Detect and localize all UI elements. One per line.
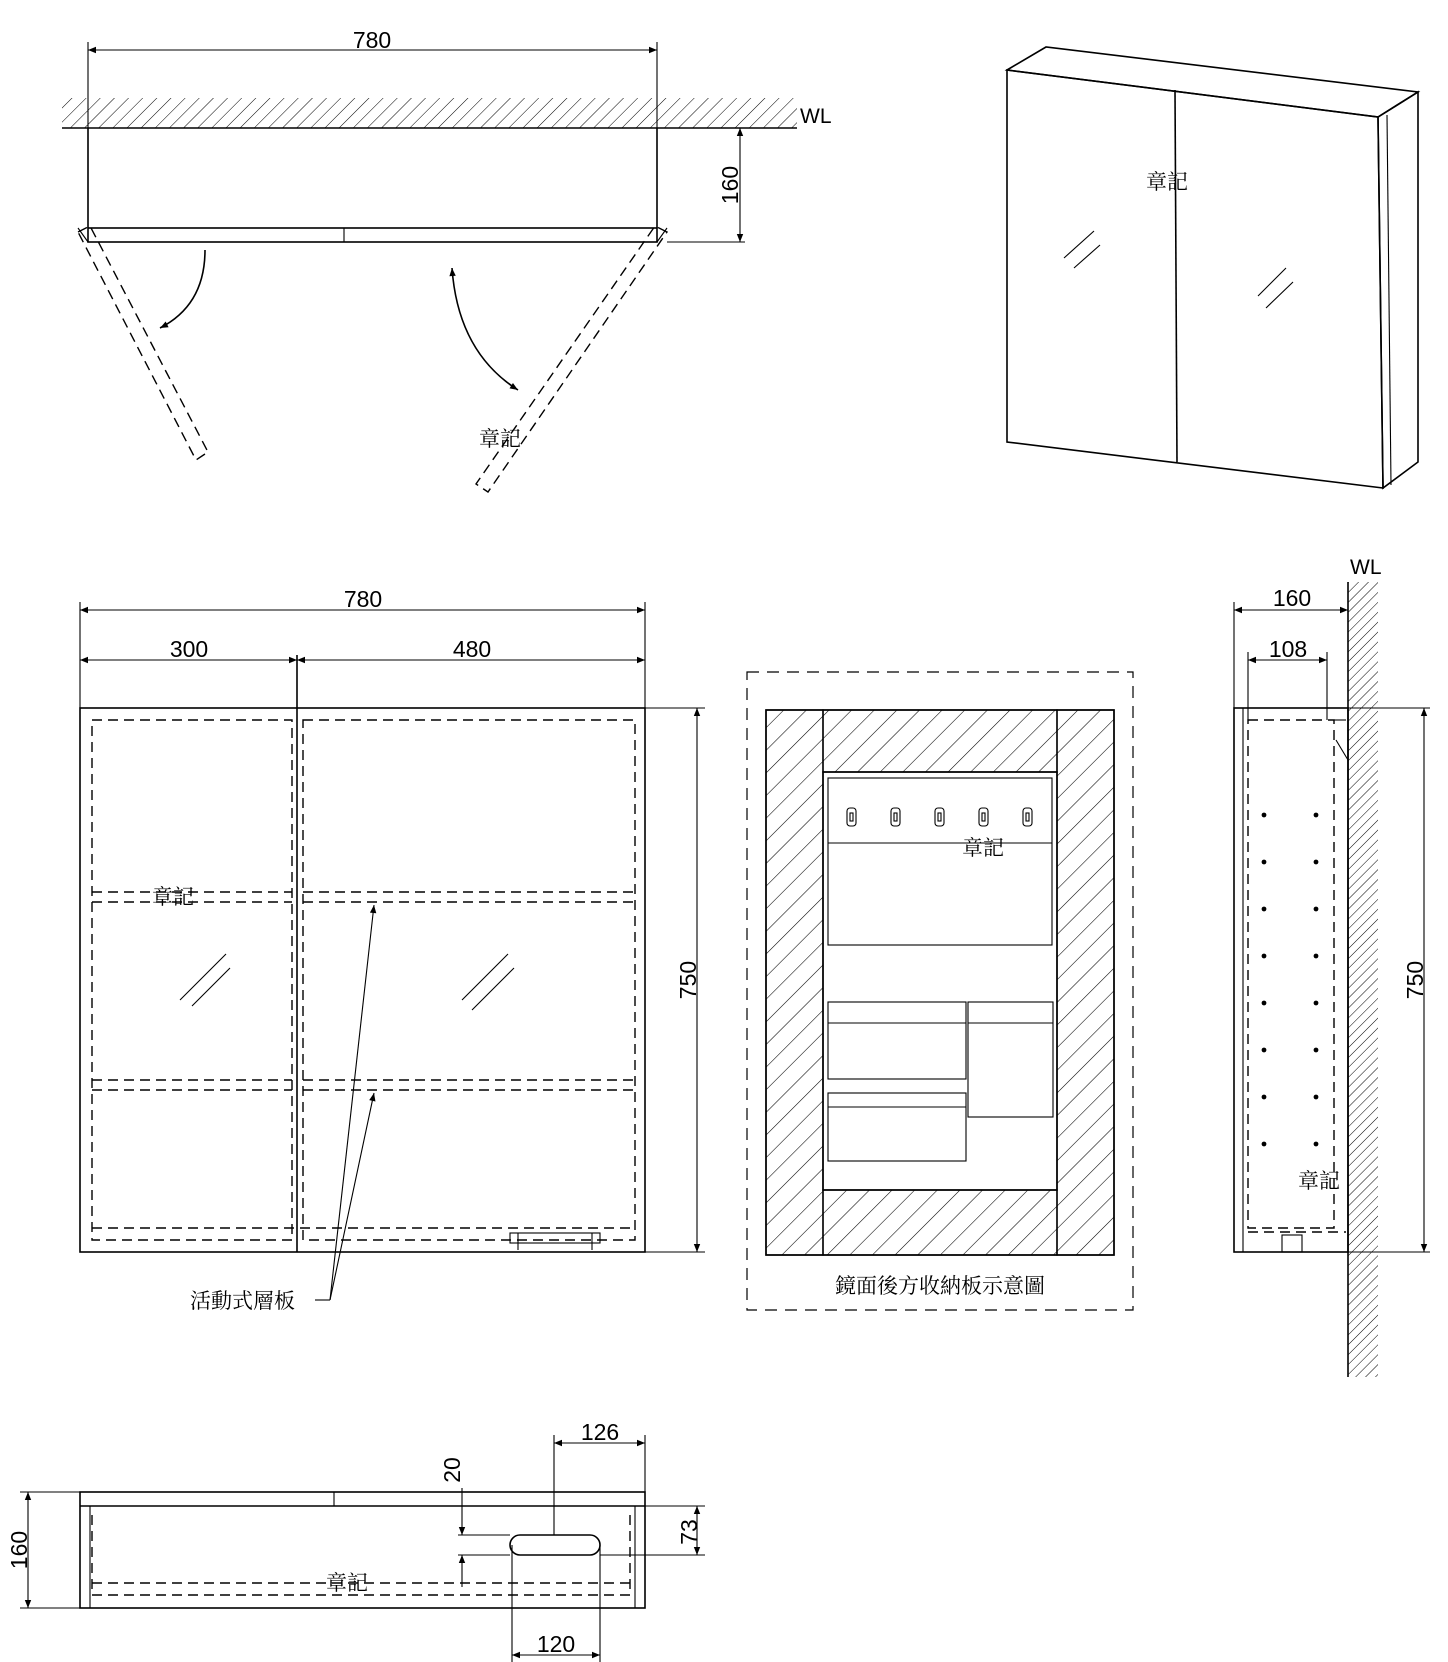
top-mark: 章記 <box>479 427 521 451</box>
front-height-dim: 750 <box>675 960 701 1000</box>
front-view <box>80 586 705 1313</box>
side-mark: 章記 <box>1298 1169 1340 1193</box>
storage-hatch-left <box>766 710 823 1255</box>
bottom-mark: 章記 <box>326 1571 368 1595</box>
wall-hatch <box>62 98 797 128</box>
wall-label-side: WL <box>1350 556 1382 579</box>
handle-width-dim: 120 <box>536 1631 576 1657</box>
front-width-dim: 780 <box>343 586 383 612</box>
top-width-dim: 780 <box>352 27 392 53</box>
storage-caption: 鏡面後方收納板示意圖 <box>835 1274 1045 1298</box>
handle-depth-dim: 73 <box>676 1519 702 1545</box>
side-wall-hatch <box>1348 582 1378 1377</box>
front-mark: 章記 <box>152 885 194 909</box>
perspective-view <box>1007 47 1418 488</box>
storage-hatch-top <box>823 710 1057 772</box>
bottom-view <box>6 1419 705 1662</box>
storage-hatch-right <box>1057 710 1114 1255</box>
storage-hatch-bottom <box>823 1190 1057 1255</box>
front-left-door-dim: 300 <box>169 636 209 662</box>
top-depth-dim: 160 <box>717 165 743 205</box>
side-height-dim: 750 <box>1402 960 1428 1000</box>
shelf-callout: 活動式層板 <box>190 1289 295 1313</box>
handle-offset-dim: 126 <box>580 1419 620 1445</box>
hook-icon <box>847 808 1032 826</box>
bottom-depth-dim: 160 <box>6 1530 32 1570</box>
perspective-mark: 章記 <box>1146 170 1188 194</box>
storage-mark: 章記 <box>962 836 1004 860</box>
wall-label-top: WL <box>800 105 832 128</box>
storage-view <box>747 672 1133 1310</box>
front-right-door-dim: 480 <box>452 636 492 662</box>
top-view <box>62 27 832 492</box>
side-depth-dim: 160 <box>1272 585 1312 611</box>
shelf-pin-holes <box>1262 813 1319 1147</box>
side-inner-depth-dim: 108 <box>1268 636 1308 662</box>
gap-dim: 20 <box>439 1457 465 1483</box>
side-view <box>1234 556 1430 1377</box>
